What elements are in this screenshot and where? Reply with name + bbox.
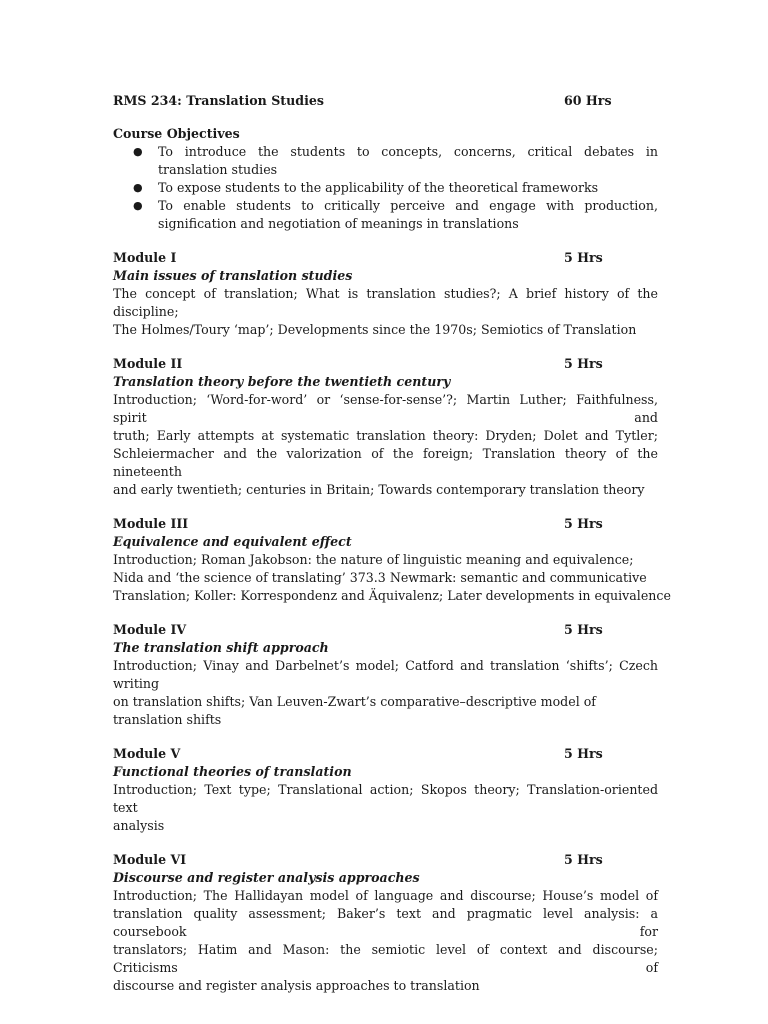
objective-item: ● To introduce the students to concepts, concerns, critical debates in translation studies xyxy=(133,144,658,177)
module-header xyxy=(113,745,658,763)
module-header xyxy=(113,249,658,267)
syllabus-page xyxy=(113,92,671,995)
module-subtitle: Discourse and register analysis approaches xyxy=(113,870,420,885)
module-5 xyxy=(113,745,658,835)
module-title: Module I xyxy=(113,250,177,265)
module-2 xyxy=(113,355,658,499)
module-hours: 5 Hrs xyxy=(564,356,603,371)
module-subtitle: The translation shift approach xyxy=(113,640,329,655)
module-subtitle: Functional theories of translation xyxy=(113,764,352,779)
module-1 xyxy=(113,249,658,339)
module-hours: 5 Hrs xyxy=(564,746,603,761)
module-header xyxy=(113,355,658,373)
module-4 xyxy=(113,621,658,729)
course-header xyxy=(113,92,658,110)
module-3 xyxy=(113,515,671,605)
bullet-icon: ● xyxy=(133,199,143,212)
module-subtitle: Equivalence and equivalent effect xyxy=(113,534,352,549)
module-hours: 5 Hrs xyxy=(564,516,603,531)
course-hours: 60 Hrs xyxy=(564,93,612,108)
module-content: Introduction; Roman Jakobson: the nature of linguistic meaning and equivalence; Nida and ‘the science of translating’ 373.3 Newmark: semantic and communicative Translation; Koller: Korrespondenz and Äquivalenz; Later developments in equivalence xyxy=(113,552,671,603)
course-title: RMS 234: Translation Studies xyxy=(113,93,324,108)
bullet-icon: ● xyxy=(133,181,143,194)
module-hours: 5 Hrs xyxy=(564,852,603,867)
module-title: Module VI xyxy=(113,852,187,867)
module-content: The concept of translation; What is translation studies?; A brief history of the discipline; The Holmes/Toury ‘map’; Developments since the 1970s; Semiotics of Translation xyxy=(113,286,658,337)
objectives-heading: Course Objectives xyxy=(113,126,240,141)
module-header xyxy=(113,515,658,533)
bullet-icon: ● xyxy=(133,145,143,158)
objective-item: ● To enable students to critically perceive and engage with production, signification and negotiation of meanings in translations xyxy=(133,198,658,231)
module-subtitle: Main issues of translation studies xyxy=(113,268,353,283)
module-content: Introduction; ‘Word-for-word’ or ‘sense-for-sense’?; Martin Luther; Faithfulness, spirit and truth; Early attempts at systematic translation theory: Dryden; Dolet and Tytler; Schleiermacher and the valorization of the foreign; Translation theory of the nineteenth and early twentieth; centuries in Britain; Towards contemporary translation theory xyxy=(113,392,658,497)
objective-item: ● To expose students to the applicability of the theoretical frameworks xyxy=(133,180,599,195)
module-title: Module II xyxy=(113,356,183,371)
module-content: Introduction; The Hallidayan model of language and discourse; House’s model of translation quality assessment; Baker’s text and pragmatic level analysis: a coursebook for translators; Hatim and Mason: the semiotic level of context and discourse; Criticisms of discourse and register analysis approaches to translation xyxy=(113,888,658,993)
module-hours: 5 Hrs xyxy=(564,250,603,265)
module-title: Module IV xyxy=(113,622,187,637)
module-content: Introduction; Text type; Translational action; Skopos theory; Translation-oriented text analysis xyxy=(113,782,658,833)
module-hours: 5 Hrs xyxy=(564,622,603,637)
module-header xyxy=(113,621,658,639)
module-title: Module III xyxy=(113,516,189,531)
module-title: Module V xyxy=(113,746,181,761)
module-content: Introduction; Vinay and Darbelnet’s model; Catford and translation ‘shifts’; Czech writing on translation shifts; Van Leuven-Zwart’s comparative–descriptive model of translation shifts xyxy=(113,658,658,727)
module-header xyxy=(113,851,658,869)
objectives-list xyxy=(113,143,658,233)
module-subtitle: Translation theory before the twentieth century xyxy=(113,374,451,389)
module-6 xyxy=(113,851,658,995)
